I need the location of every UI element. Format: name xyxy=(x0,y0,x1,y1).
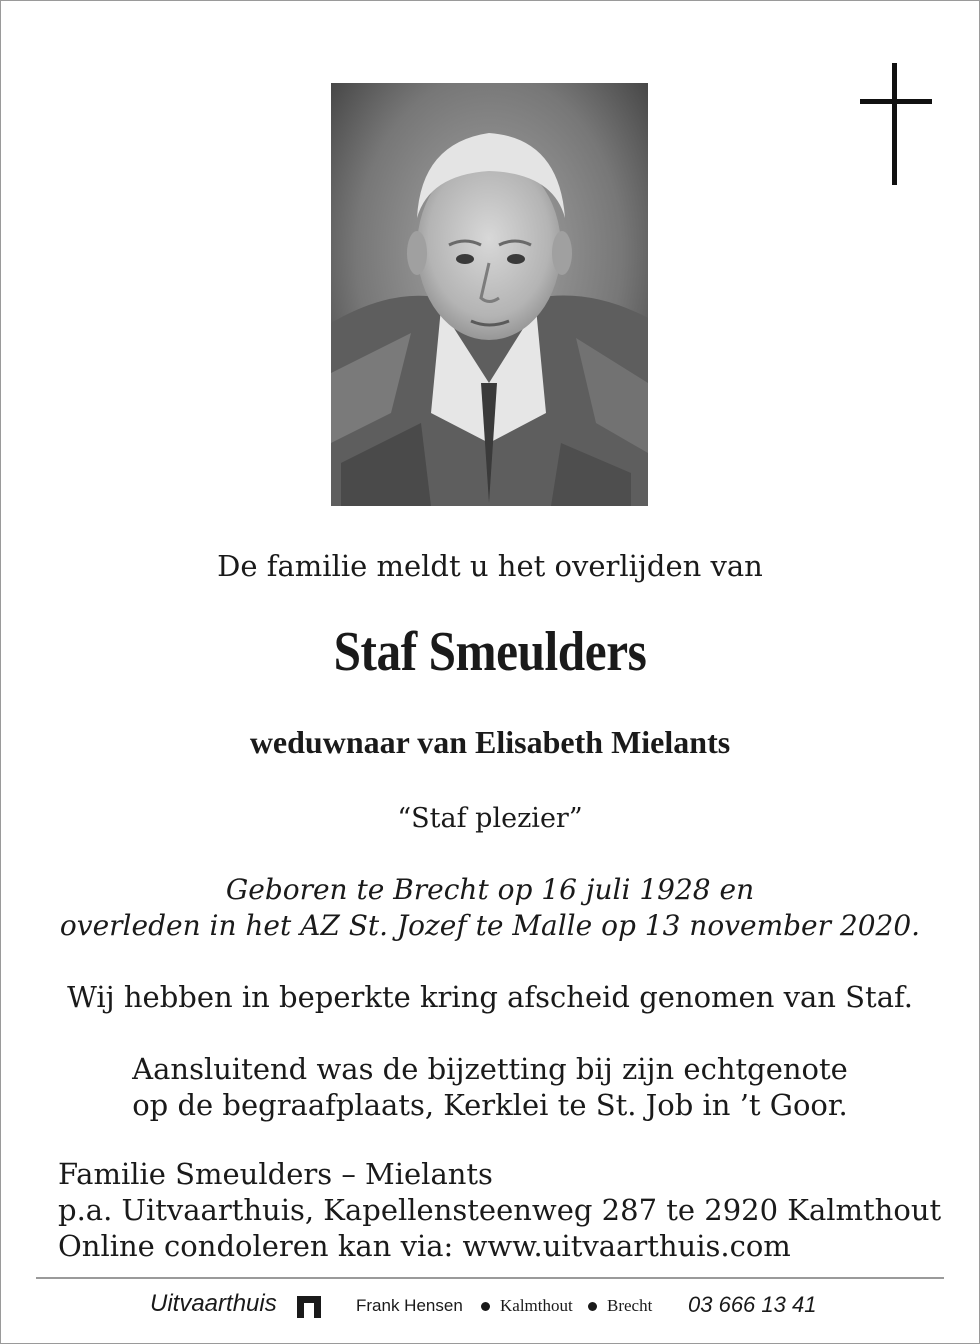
deceased-name: Staf Smeulders xyxy=(333,621,647,683)
burial-line-2: op de begraafplaats, Kerklei te St. Job in ’t Goor. xyxy=(132,1088,848,1122)
nickname: “Staf plezier” xyxy=(397,803,583,834)
online-condolence: Online condoleren kan via: www.uitvaarthuis.com xyxy=(58,1229,791,1263)
brand-name: Uitvaarthuis xyxy=(150,1290,277,1317)
location-brecht: Brecht xyxy=(607,1296,653,1315)
cross-icon xyxy=(860,63,932,187)
phone-number: 03 666 13 41 xyxy=(688,1292,817,1317)
postal-address: p.a. Uitvaarthuis, Kapellensteenweg 287 te 2920 Kalmthout xyxy=(58,1193,942,1227)
intro-text: De familie meldt u het overlijden van xyxy=(217,549,763,583)
portrait-photo xyxy=(331,83,648,506)
contact-block xyxy=(58,1156,941,1264)
footer xyxy=(0,1288,980,1324)
death-line: overleden in het AZ St. Jozef te Malle op 13 november 2020. xyxy=(59,909,921,942)
burial-block xyxy=(0,1051,980,1123)
bullet-icon xyxy=(588,1302,597,1311)
farewell-text: Wij hebben in beperkte kring afscheid genomen van Staf. xyxy=(67,980,913,1014)
dates-block xyxy=(0,872,980,944)
footer-divider xyxy=(36,1277,944,1279)
birth-line: Geboren te Brecht op 16 juli 1928 en xyxy=(225,873,755,906)
location-kalmthout: Kalmthout xyxy=(500,1296,573,1315)
family-name: Familie Smeulders – Mielants xyxy=(58,1157,493,1191)
arch-logo-icon xyxy=(296,1294,322,1318)
burial-line-1: Aansluitend was de bijzetting bij zijn echtgenote xyxy=(132,1052,848,1086)
bullet-icon xyxy=(481,1302,490,1311)
widow-line: weduwnaar van Elisabeth Mielants xyxy=(249,724,731,760)
funeral-director: Frank Hensen xyxy=(356,1296,463,1315)
